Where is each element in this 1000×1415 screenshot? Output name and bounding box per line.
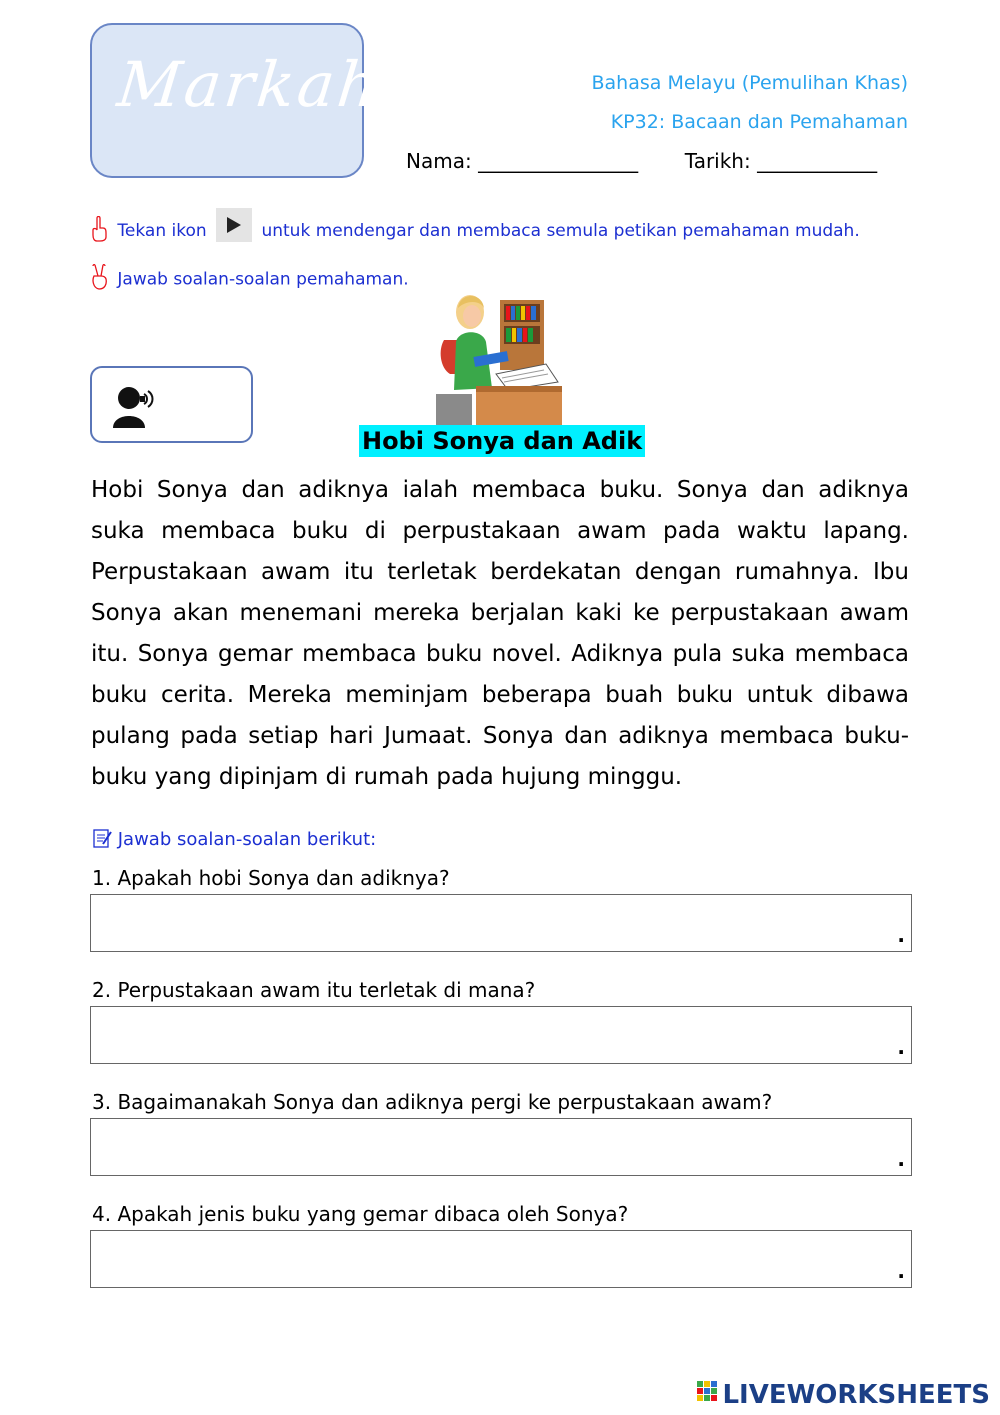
- date-blank: ____________: [757, 149, 878, 173]
- passage-line: itu. Sonya gemar membaca buku novel. Adiknya pula suka membaca: [91, 641, 909, 667]
- answer-period: .: [897, 1035, 905, 1059]
- play-icon[interactable]: [216, 208, 252, 242]
- passage-line: buku yang dipinjam di rumah pada hujung minggu.: [91, 764, 683, 790]
- instruction-2-text: Jawab soalan-soalan pemahaman.: [117, 269, 409, 290]
- passage-line: pulang pada setiap hari Jumaat. Sonya dan adiknya membaca buku-: [91, 723, 909, 749]
- date-label: Tarikh:: [684, 149, 751, 173]
- liveworksheets-logo-icon: [697, 1381, 719, 1407]
- hand-one-icon: [90, 216, 112, 247]
- questions-header-text: Jawab soalan-soalan berikut:: [117, 829, 377, 850]
- passage-line: Perpustakaan awam itu terletak berdekatan dengan rumahnya. Ibu: [91, 559, 909, 585]
- instruction-1-text-b: untuk mendengar dan membaca semula petikan pemahaman mudah.: [261, 221, 860, 241]
- question-1: 1. Apakah hobi Sonya dan adiknya?: [92, 866, 450, 890]
- speaker-icon: [111, 382, 155, 428]
- question-3: 3. Bagaimanakah Sonya dan adiknya pergi ke perpustakaan awam?: [92, 1090, 773, 1114]
- score-label: Markah: [114, 48, 385, 121]
- instruction-1: [90, 214, 860, 248]
- answer-box-4[interactable]: [90, 1230, 912, 1288]
- hand-two-icon: [90, 264, 112, 295]
- answer-box-1[interactable]: [90, 894, 912, 952]
- notepad-icon: [92, 828, 112, 848]
- answer-box-3[interactable]: [90, 1118, 912, 1176]
- passage-line: buku cerita. Mereka meminjam beberapa buah buku untuk dibawa: [91, 682, 909, 708]
- answer-period: .: [897, 923, 905, 947]
- passage-title-text: Hobi Sonya dan Adik: [362, 427, 643, 455]
- instruction-2: [90, 264, 409, 295]
- passage-line: suka membaca buku di perpustakaan awam pada waktu lapang.: [91, 518, 909, 544]
- answer-input-3[interactable]: [97, 1125, 881, 1171]
- answer-input-2[interactable]: [97, 1013, 881, 1059]
- question-2: 2. Perpustakaan awam itu terletak di mana?: [92, 978, 536, 1002]
- questions-header: [92, 828, 376, 850]
- question-4: 4. Apakah jenis buku yang gemar dibaca oleh Sonya?: [92, 1202, 629, 1226]
- name-date-row: [406, 149, 877, 173]
- passage: [91, 470, 909, 798]
- subject-title: Bahasa Melayu (Pemulihan Khas): [591, 72, 908, 94]
- answer-input-1[interactable]: [97, 901, 881, 947]
- name-label: Nama:: [406, 149, 472, 173]
- liveworksheets-logo[interactable]: [697, 1380, 990, 1410]
- passage-line: Sonya akan menemani mereka berjalan kaki ke perpustakaan awam: [91, 600, 909, 626]
- answer-period: .: [897, 1259, 905, 1283]
- reading-girl-picture: [436, 290, 562, 426]
- answer-input-4[interactable]: [97, 1237, 881, 1283]
- answer-box-2[interactable]: [90, 1006, 912, 1064]
- instruction-1-text-a: Tekan ikon: [117, 221, 207, 241]
- passage-title: [359, 425, 645, 457]
- module-title: KP32: Bacaan dan Pemahaman: [610, 111, 908, 133]
- logo-text: LIVEWORKSHEETS: [722, 1380, 990, 1410]
- answer-period: .: [897, 1147, 905, 1171]
- name-blank: ________________: [478, 149, 639, 173]
- passage-line: Hobi Sonya dan adiknya ialah membaca buku. Sonya dan adiknya: [91, 477, 909, 503]
